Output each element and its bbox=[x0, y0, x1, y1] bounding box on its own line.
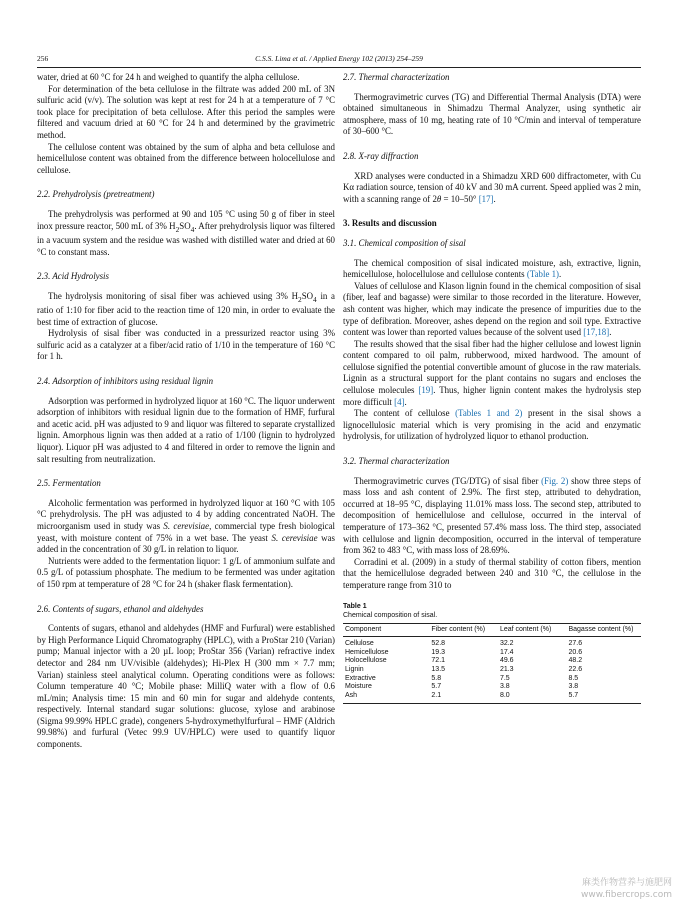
watermark-site-name: 麻类作物营养与施肥网 bbox=[581, 878, 672, 888]
table-row bbox=[343, 675, 641, 684]
fig-2-link[interactable]: (Fig. 2) bbox=[541, 475, 569, 486]
table-cell: 13.5 bbox=[431, 665, 446, 673]
paragraph-tg-dtg: Thermogravimetric curves (TG/DTG) of sisal fiber (Fig. 2) show three steps of mass loss and ash content of 2.9%. The first step, attributed to dehydration, occurred at 18–95 °C, displaying 11.01% mass loss. The second step, attributed to decomposition of hemicellulose and cellulose, occurred in the interval of temperature of 173–362 °C, presented 57.4% mass loss. The third step, associated with cellulose and lignin decomposition, occurred in the interval of temperature from 362 to 483 °C, with mass loss of 28.69%. bbox=[343, 475, 641, 556]
table-cell: Extractive bbox=[345, 674, 376, 682]
table-cell: Lignin bbox=[345, 665, 364, 673]
table-cell: 19.3 bbox=[431, 648, 446, 656]
paragraph-chemical-composition: The chemical composition of sisal indicated moisture, ash, extractive, lignin, hemicellulose, holocellulose and cellulose contents (Table 1). bbox=[343, 257, 641, 280]
ref-17-18-link[interactable]: [17,18] bbox=[583, 327, 610, 338]
table-1-link[interactable]: (Table 1) bbox=[526, 269, 560, 280]
table-cell: 32.2 bbox=[499, 640, 514, 648]
paragraph-cellulose-content: The content of cellulose (Tables 1 and 2) present in the sisal shows a lignocellulosic material which is very promising in the acid and enzymatic hydrolysis, for utilization of hydrolyzed liquor to ethanol production. bbox=[343, 408, 641, 442]
table-cell: 8.0 bbox=[498, 692, 567, 704]
table-cell: Moisture bbox=[345, 683, 372, 691]
section-2-7-title: 2.7. Thermal characterization bbox=[343, 72, 450, 82]
table-1-label: Table 1 bbox=[343, 602, 367, 610]
table-cell: 52.8 bbox=[431, 640, 446, 648]
table-row bbox=[343, 649, 641, 658]
table-row bbox=[343, 637, 641, 649]
section-2-4-title: 2.4. Adsorption of inhibitors using residual lignin bbox=[37, 376, 214, 387]
table-cell: 27.6 bbox=[568, 640, 583, 648]
paragraph-alpha-cellulose-end: water, dried at 60 °C for 24 h and weighed to quantify the alpha cellulose. bbox=[37, 72, 300, 82]
running-header bbox=[37, 54, 641, 66]
paragraph-corradini: Corradini et al. (2009) in a study of thermal stability of cotton fibers, mention that the hemicellulose degraded between 240 and 310 °C, the cellulose in the temperature range from 310 to bbox=[343, 556, 641, 590]
table-cell: Holocellulose bbox=[345, 657, 387, 665]
table-cell: Ash bbox=[343, 692, 429, 704]
ref-4-link[interactable]: [4] bbox=[394, 396, 405, 407]
table-header-row bbox=[343, 623, 641, 637]
table-header-cell: Fiber content (%) bbox=[429, 623, 498, 637]
paragraph-prehydrolysis: The prehydrolysis was performed at 90 and 105 °C using 50 g of fiber in steel inox pressure reactor, 500 mL of 3% $H_2SO_4$. After prehydrolysis liquor was filtered in a vacuum system and the residue was washed with distilled water and dried at 60 °C to constant mass. bbox=[37, 208, 335, 257]
watermark bbox=[581, 877, 672, 901]
paragraph-adsorption: Adsorption was performed in hydrolyzed liquor at 160 °C. The liquor underwent adsorption of inhibitors with residual lignin due to the formation of HMF, furfural and acetic acid. pH was adjusted to 9 and liquor was filtered to separate crystallized lignin. Amorphous lignin was then added at a ratio of 1/100 (lignin to hydrolyzed liquor). Liquor pH was adjusted to 4 and filtered in order to remove the lignin and salt resulting from neutralization. bbox=[37, 395, 335, 464]
section-2-6-title: 2.6. Contents of sugars, ethanol and aldehydes bbox=[37, 603, 204, 614]
left-column bbox=[37, 72, 335, 751]
section-3-title: 3. Results and discussion bbox=[343, 218, 437, 229]
section-3-2-title: 3.2. Thermal characterization bbox=[343, 456, 450, 467]
right-column bbox=[343, 72, 641, 704]
table-cell: 5.7 bbox=[566, 692, 641, 704]
table-cell: 2.1 bbox=[429, 692, 498, 704]
table-header-cell: Component bbox=[343, 623, 429, 637]
table-cell: 20.6 bbox=[568, 648, 583, 656]
paragraph-hemicellulose: The cellulose content was obtained by the sum of alpha and beta cellulose and hemicellulose content was obtained from the difference between holocellulose and cellulose. bbox=[37, 141, 335, 175]
paragraph-hplc: Contents of sugars, ethanol and aldehydes (HMF and Furfural) were established by High Performance Liquid Chromatography (HPLC), with a ProStar 210 (Varian) pump; Manual injector with a 20 µL loop; ProStar 356 (Varian) refractive index detector and 284 nm UV/visible (aldehydes); Hi-Plex H (300 mm × 7.7 mm; Varian) stainless steel analytical column. Operating conditions were as follows: Column temperature 40 °C; Mobile phase: MilliQ water with a flow of 0.6 mL/min; Analysis time: 15 min and 60 min for sugar and aldehyde contents, respectively. Internal standard sugar solutions: glucose, xylose and arabinose (Sigma 99.99% HPLC grade), congeners 5-hydroxymethylfurfural – HMF (Aldrich 99.98%) and furfural (Vetec 99.9 UV/HPLC) were used to quantify liquor components. bbox=[37, 623, 335, 750]
ref-19-link[interactable]: [19] bbox=[418, 385, 434, 396]
table-1 bbox=[343, 602, 641, 705]
ref-17-link[interactable]: [17] bbox=[478, 193, 494, 204]
table-cell: 48.2 bbox=[568, 657, 583, 665]
chemical-composition-table bbox=[343, 623, 641, 705]
paragraph-beta-cellulose: For determination of the beta cellulose in the filtrate was added 200 mL of 3N sulfuric acid (v/v). The solution was kept at rest for 24 h at a temperature of 7 °C took place for precipitation of beta cellulose. After this period the samples were filtered and vacuum dried at 60 °C for 24 h and determined by the gravimetric method. bbox=[37, 83, 335, 140]
table-cell: 72.1 bbox=[431, 657, 446, 665]
table-cell: 22.6 bbox=[568, 665, 583, 673]
table-cell: 3.8 bbox=[568, 683, 579, 691]
section-2-2-title: 2.2. Prehydrolysis (pretreatment) bbox=[37, 189, 155, 200]
watermark-url: www.fibercrops.com bbox=[581, 890, 672, 900]
table-cell: 7.5 bbox=[499, 674, 510, 682]
table-cell: 49.6 bbox=[499, 657, 514, 665]
table-row bbox=[343, 657, 641, 666]
table-cell: 5.7 bbox=[431, 683, 442, 691]
table-cell: 5.8 bbox=[431, 674, 442, 682]
table-header-cell: Leaf content (%) bbox=[498, 623, 567, 637]
paragraph-hydrolysis-monitoring: The hydrolysis monitoring of sisal fiber was achieved using 3% $H_2SO_4$ in a ratio of 1:10 for fiber acid to the reaction time of 120 min, in order to evaluate the best time of extraction of glucose. bbox=[37, 290, 335, 327]
paragraph-klason-lignin: Values of cellulose and Klason lignin found in the chemical composition of sisal (fiber, leaf and bagasse) were similar to those recorded in the literature. However, ash content was higher, which may indicate the presence of impurities due to the type of defibration. Moreover, ashes depend on the region and soil type. Extractive content was lower than reported values because of the solvent used [17,18]. bbox=[343, 280, 641, 338]
table-row bbox=[343, 683, 641, 692]
table-row bbox=[343, 666, 641, 675]
table-cell: Hemicellulose bbox=[345, 648, 389, 656]
table-row bbox=[343, 692, 641, 704]
table-cell: 3.8 bbox=[499, 683, 510, 691]
tables-1-2-link[interactable]: (Tables 1 and 2) bbox=[455, 408, 523, 419]
table-cell: Cellulose bbox=[345, 640, 374, 648]
paragraph-nutrients: Nutrients were added to the fermentation liquor: 1 g/L of ammonium sulfate and 0.5 g/L of potassium phosphate. The medium to be fermented was under agitation of 150 rpm at temperature of 28 °C for 24 h (shaker flask fermentation). bbox=[37, 555, 335, 589]
paragraph-thermal-method: Thermogravimetric curves (TG) and Differential Thermal Analysis (DTA) were obtained simultaneous in Shimadzu Thermal Analyzer, using synthetic air atmosphere, mass of 10 mg, heating rate of 10 °C/min and interval of temperature of 30–600 °C. bbox=[343, 91, 641, 137]
page-number: 256 bbox=[37, 54, 49, 63]
section-2-5-title: 2.5. Fermentation bbox=[37, 478, 101, 489]
table-cell: 8.5 bbox=[568, 674, 579, 682]
table-header-cell: Bagasse content (%) bbox=[566, 623, 641, 637]
table-1-caption: Chemical composition of sisal. bbox=[343, 611, 438, 619]
section-3-1-title: 3.1. Chemical composition of sisal bbox=[343, 237, 466, 248]
paragraph-fermentation: Alcoholic fermentation was performed in hydrolyzed liquor at 160 °C with 105 °C prehydrolysis. The pH was adjusted to 4 by adding concentrated NaOH. The microorganism used in study was S. cerevisiae, commercial type fresh biological yeast, with moisture content of 75% in a wet base. The yeast S. cerevisiae was added in the concentration of 30 g/L in relation to liquor. bbox=[37, 497, 335, 555]
section-2-8-title: 2.8. X-ray diffraction bbox=[343, 150, 419, 161]
table-cell: 21.3 bbox=[499, 665, 514, 673]
table-cell: 17.4 bbox=[499, 648, 514, 656]
journal-citation: C.S.S. Lima et al. / Applied Energy 102 (2013) 254–259 bbox=[255, 54, 423, 63]
paragraph-xrd: XRD analyses were conducted in a Shimadzu XRD 600 diffractometer, with Cu Kα radiation source, tension of 40 kV and 30 mA current. Speed applied was 2 min, with a scanning range of 2θ = 10–50° [17]. bbox=[343, 170, 641, 204]
paragraph-results-cellulose: The results showed that the sisal fiber had the higher cellulose and lowest lignin content compared to oil palm, rubberwood, mixed hardwood. The amount of cellulose signified the potential convertible amount of glucose in the raw materials. Lignin as a structural support for the plant contains no sugars and encloses the cellulose molecules [19]. Thus, higher lignin content makes the hydrolysis step more difficult [4]. bbox=[343, 338, 642, 407]
header-rule bbox=[37, 67, 641, 68]
paragraph-hydrolysis-reactor: Hydrolysis of sisal fiber was conducted in a pressurized reactor using 3% sulfuric acid as a catalyzer at a fiber/acid ratio of 1/10 in the temperature of 160 °C for 1 h. bbox=[37, 328, 335, 362]
section-2-3-title: 2.3. Acid Hydrolysis bbox=[37, 271, 109, 282]
